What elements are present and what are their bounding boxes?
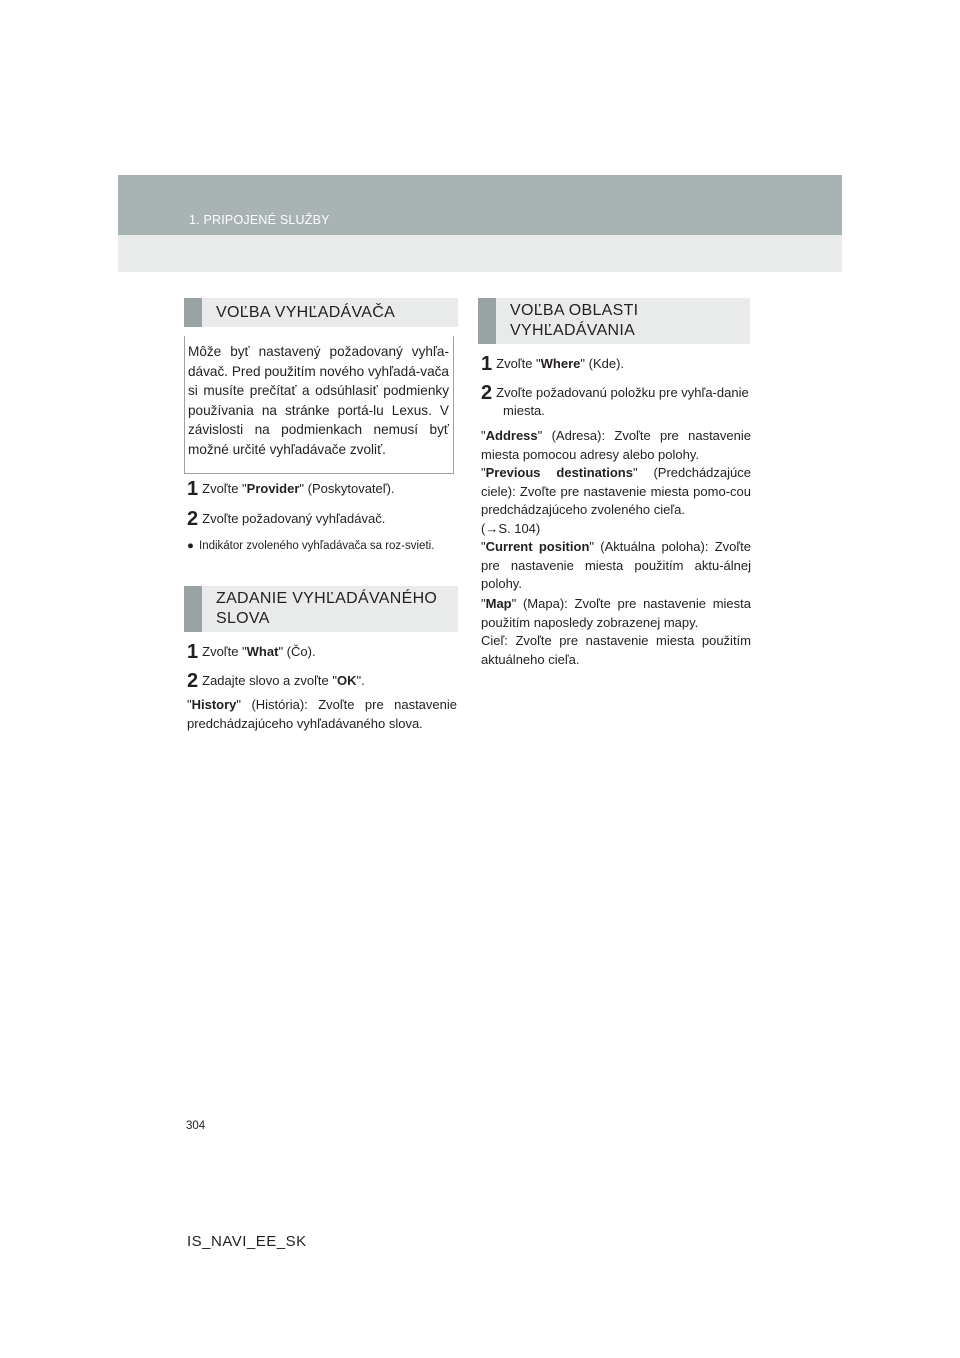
step-provider	[187, 480, 395, 498]
key-map: Map	[485, 596, 512, 611]
step-choose-engine	[187, 510, 385, 528]
step-number: 2	[187, 508, 199, 530]
paragraph-text: " (Aktuálna poloha): Zvoľte pre nastavenie miesta použitím aktu-álnej polohy.	[481, 539, 751, 591]
section-bar-search-word	[184, 586, 458, 632]
step-number: 2	[481, 382, 493, 404]
paragraph-text: " (História): Zvoľte pre nastavenie predchádzajúceho vyhľadávaného slova.	[187, 697, 457, 731]
key-address: Address	[485, 428, 538, 443]
step-text: Zvoľte "	[202, 481, 247, 496]
step-number: 1	[187, 641, 199, 663]
step-number: 2	[187, 670, 199, 692]
step-where	[481, 355, 624, 373]
previous-paragraph: "Previous destinations" (Predchádzajúce ciele): Zvoľte pre nastavenie miesta pomo-cou predchádzajúceho zvoleného cieľa. (→S. 104)	[481, 465, 751, 536]
key-current-position: Current position	[485, 539, 590, 554]
step-text: " (Poskytovateľ).	[299, 481, 395, 496]
step-what	[187, 643, 316, 661]
bar-title-line: SLOVA	[216, 610, 270, 627]
bar-marker	[184, 298, 202, 327]
document-code: IS_NAVI_EE_SK	[187, 1233, 307, 1250]
section-bar-search-area	[478, 298, 750, 344]
intro-note: Môže byť nastavený požadovaný vyhľa-dávač. Pred použitím nového vyhľadá-vača si musíte prečítať a odsúhlasiť podmienky používania na stránke portá-lu Lexus. V závislosti na podmienkach nemusí byť možné určité vyhľadávače zvoliť.	[184, 336, 454, 474]
section-bar-search-engine	[184, 298, 458, 327]
key-previous-destinations: Previous destinations	[485, 465, 633, 480]
bar-marker	[184, 586, 202, 632]
bar-title-line: ZADANIE VYHĽADÁVANÉHO	[216, 590, 438, 607]
bar-title-line: VOĽBA OBLASTI	[510, 302, 639, 319]
key-history: History	[191, 697, 237, 712]
key-ok: OK	[337, 673, 357, 688]
step-text: Zvoľte požadovaný vyhľadávač.	[202, 511, 386, 526]
paragraph-text: " (Mapa): Zvoľte pre nastavenie miesta použitím naposledy zobrazenej mapy.	[481, 596, 751, 630]
bar-title	[510, 301, 638, 341]
step-text: Zvoľte požadovanú položku pre vyhľa-danie miesta.	[496, 385, 749, 418]
destination-paragraph: Cieľ: Zvoľte pre nastavenie miesta použitím aktuálneho cieľa.	[481, 633, 751, 667]
bar-title-line: VYHĽADÁVANIA	[510, 322, 636, 339]
map-paragraph: "Map" (Mapa): Zvoľte pre nastavenie miesta použitím naposledy zobrazenej mapy.	[481, 596, 751, 630]
bullet-indicator	[187, 538, 457, 554]
page-reference: (→S. 104)	[481, 520, 541, 536]
bullet-text: Indikátor zvoleného vyhľadávača sa roz-svieti.	[199, 540, 435, 552]
step-number: 1	[187, 478, 199, 500]
step-text: Zvoľte "	[496, 356, 541, 371]
key-provider: Provider	[246, 481, 300, 496]
paragraph-text: " (Adresa): Zvoľte pre nastavenie miesta pomocou adresy alebo polohy.	[481, 428, 751, 462]
bar-title: VOĽBA VYHĽADÁVAČA	[216, 303, 396, 321]
header-subband	[118, 235, 842, 272]
step-choose-item	[481, 384, 751, 420]
step-number: 1	[481, 353, 493, 375]
key-where: Where	[540, 356, 581, 371]
section-title: 1. PRIPOJENÉ SLUŽBY	[189, 213, 330, 227]
step-enter-word	[187, 672, 365, 690]
history-paragraph: "History" (História): Zvoľte pre nastavenie predchádzajúceho vyhľadávaného slova.	[187, 697, 457, 731]
step-text: " (Čo).	[278, 644, 316, 659]
step-text: " (Kde).	[580, 356, 625, 371]
current-paragraph: "Current position" (Aktuálna poloha): Zvoľte pre nastavenie miesta použitím aktu-álnej polohy.	[481, 539, 751, 591]
key-what: What	[246, 644, 279, 659]
bar-title	[216, 589, 437, 629]
step-text: ".	[356, 673, 365, 688]
step-text: Zvoľte "	[202, 644, 247, 659]
bar-marker	[478, 298, 496, 344]
bullet-icon: ●	[187, 540, 194, 552]
page-number: 304	[186, 1120, 206, 1132]
paragraph-text: " (Predchádzajúce ciele): Zvoľte pre nastavenie miesta pomo-cou predchádzajúceho zvoleného cieľa.	[481, 465, 751, 517]
step-text: Zadajte slovo a zvoľte "	[202, 673, 337, 688]
address-paragraph: "Address" (Adresa): Zvoľte pre nastavenie miesta pomocou adresy alebo polohy.	[481, 428, 751, 462]
